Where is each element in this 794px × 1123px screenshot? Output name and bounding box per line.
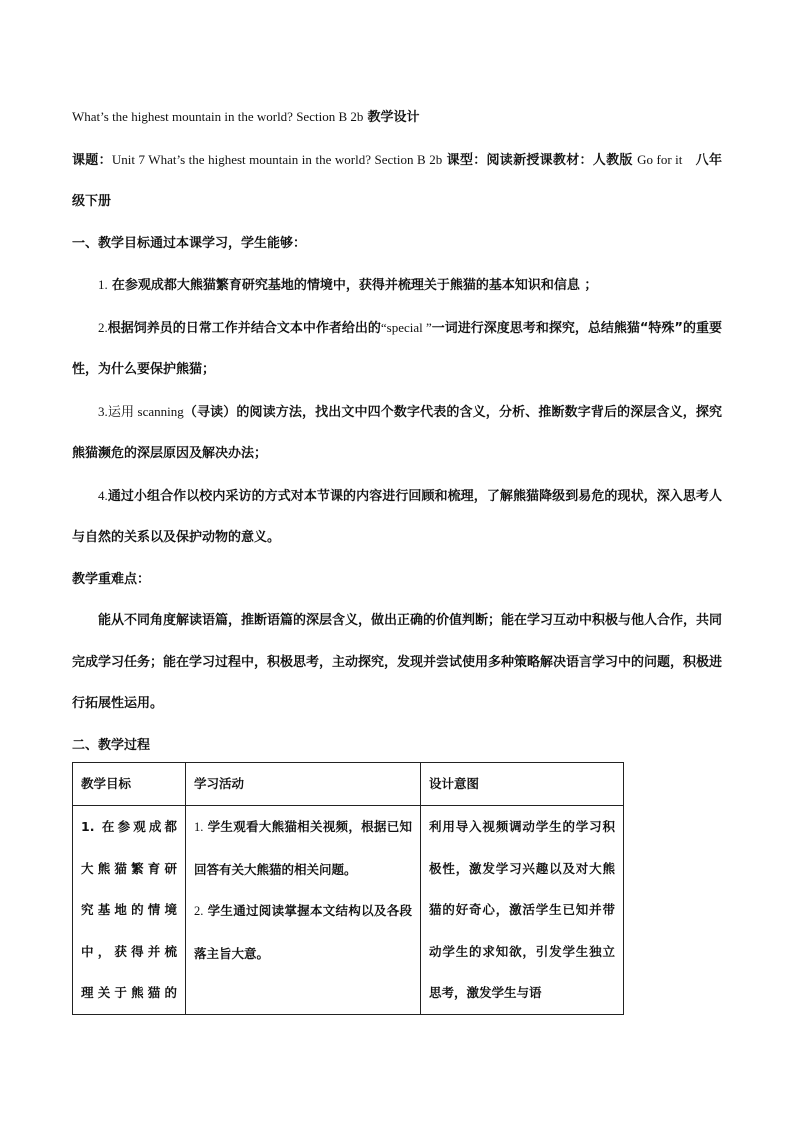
- goal-line: 中，获得并梳: [81, 943, 177, 959]
- objective-2-text-a: 根据饲养员的日常工作并结合文本中作者给出的: [107, 320, 381, 336]
- table-row: [73, 806, 624, 1015]
- objective-1-text: 在参观成都大熊猫繁育研究基地的情境中，获得并梳理关于熊猫的基本知识和信息 ；: [111, 278, 598, 293]
- activity-item: [194, 806, 412, 890]
- objective-4-text: 通过小组合作以校内采访的方式对本节课的内容进行回顾和梳理，了解熊猫降级到易危的现状，深入思考人与自然的关系以及保护动物的意义。: [72, 488, 722, 545]
- section2-heading: 二、教学过程: [72, 737, 151, 753]
- table-header-row: [73, 763, 624, 806]
- objective-2-text-b: 一词进行深度思考和探究，总结熊猫“特殊”的重要性，为什么要保护熊猫；: [72, 320, 722, 377]
- goal-line: 理关于熊猫的: [81, 985, 177, 1000]
- lesson-info: [72, 139, 722, 223]
- document-page: [72, 96, 722, 766]
- activity-cell: [186, 806, 421, 1015]
- objective-2: [72, 307, 722, 391]
- objective-3-text: （寻读）的阅读方法，找出文中四个数字代表的含义，分析、推断数字背后的深层含义，探究熊猫濒危的深层原因及解决办法；: [72, 404, 722, 461]
- header-goal: 教学目标: [73, 763, 186, 806]
- key-points-heading: 教学重难点：: [72, 571, 151, 587]
- key-points-text: 能从不同角度解读语篇，推断语篇的深层含义，做出正确的价值判断；能在学习互动中积极与他人合作，共同完成学习任务；能在学习过程中，积极思考，主动探究，发现并尝试使用多种策略解决语言学习中的问题，积极进行拓展性运用。: [72, 613, 723, 711]
- section1-heading: 一、教学目标通过本课学习，学生能够：: [72, 235, 307, 251]
- objective-2-term: “special ”: [380, 319, 432, 335]
- title-english: What’s the highest mountain in the world? Section B 2b: [72, 109, 364, 124]
- objective-1: [72, 264, 722, 307]
- type-label: 课型：阅读新授课教材：人教版: [446, 152, 633, 168]
- topic-value: Unit 7 What’s the highest mountain in the world? Section B 2b: [111, 151, 443, 167]
- objective-3: [72, 391, 722, 475]
- activity-1-number: 1.: [194, 820, 204, 834]
- objective-3-number: 3.: [98, 403, 108, 419]
- goal-line: 究基地的情境: [81, 902, 177, 917]
- activity-2-text: 学生通过阅读掌握本文结构以及各段落主旨大意。: [194, 903, 412, 961]
- header-intent: 设计意图: [421, 763, 624, 806]
- activity-2-number: 2.: [194, 904, 204, 918]
- header-activity: 学习活动: [186, 763, 421, 806]
- goal-line: 大熊猫繁育研: [81, 860, 177, 876]
- topic-label: 课题：: [72, 152, 112, 168]
- goal-line: 1. 在参观成都: [81, 819, 177, 834]
- objective-4: [72, 475, 722, 559]
- goal-cell: [73, 806, 186, 1015]
- activity-item: [194, 890, 412, 974]
- objective-2-number: 2.: [98, 319, 108, 335]
- objective-4-number: 4.: [98, 487, 108, 503]
- objective-1-number: 1.: [98, 277, 108, 292]
- objective-3-term: 运用 scanning: [107, 403, 184, 419]
- intent-cell: 利用导入视频调动学生的学习积极性，激发学习兴趣以及对大熊猫的好奇心，激活学生已知并带动学生的求知欲，引发学生独立思考，激发学生与语: [421, 806, 624, 1015]
- activity-1-text: 学生观看大熊猫相关视频，根据已知回答有关大熊猫的相关问题。: [194, 819, 412, 877]
- teaching-process-table: [72, 762, 624, 1015]
- grade-value: 八年级下册: [72, 152, 722, 209]
- title-chinese: 教学设计: [367, 110, 420, 125]
- textbook-value: Go for it: [637, 151, 683, 167]
- document-title: [72, 96, 722, 139]
